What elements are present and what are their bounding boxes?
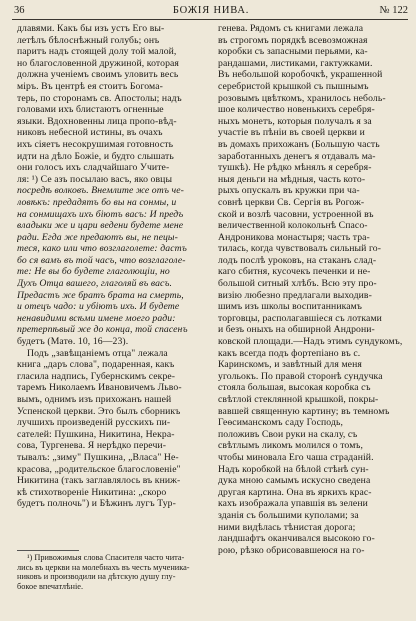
text-line: лодъ послѣ уроковъ, на стаканъ слад- <box>218 254 377 266</box>
text-line: никовъ небесной истины, въ очахъ <box>17 127 163 139</box>
text-line: рандашами, листиками, гактужками. <box>218 57 373 69</box>
text-line: лучшихъ произведеній русскихъ пи- <box>17 417 171 429</box>
text-line: Въ небольшой коробочкѣ, украшенной <box>218 69 383 81</box>
text-line: тилась, когда чувствовалъ сильный го- <box>218 243 382 255</box>
text-line: ради. Егда же предаютъ вы, не пецы- <box>17 231 178 243</box>
text-line: и безъ оныхъ на обширной Андрони- <box>218 324 375 336</box>
text-line: каго сбитня, кусочекъ печенки и не- <box>218 266 371 278</box>
text-line: ненавидими всѣми имене моего ради: <box>17 312 176 324</box>
text-line: совнѣ церкви Св. Сергія въ Рогож- <box>218 196 365 208</box>
text-line: ковской площади.—Надъ этимъ сундукомъ, <box>218 336 403 348</box>
text-line: Подъ „завѣщаніемъ отца" лежала <box>27 347 168 359</box>
text-line: ля: ¹) Се азъ посылаю васъ, яко овцы <box>17 173 173 185</box>
text-line: шое количество новенькихъ серебря- <box>218 104 375 116</box>
text-line: языки. Вдохновенны лица пропо-вѣд- <box>17 115 177 127</box>
text-line: угольокъ. По правой сторонѣ сундучка <box>218 370 383 382</box>
text-line: Геѳсиманскомъ саду Господь, <box>218 417 344 429</box>
text-line: сателей: Пушкина, Никитина, Некра- <box>17 428 175 440</box>
text-line: тушкѣ). Не рѣдко мѣнялъ я серебря- <box>218 162 372 174</box>
text-line: ¹) Привожимыя слова Спасителя часто чита- <box>27 553 185 562</box>
text-line: вавшей священную картину; въ темномъ <box>218 405 390 417</box>
text-line: участіе въ пѣніи въ своей церкви и <box>218 127 365 139</box>
text-line: вымъ, однимъ изъ прихожанъ нашей <box>17 394 172 405</box>
text-line: генева. Рядомъ съ книгами лежала <box>218 23 364 34</box>
text-line: свѣтлымъ ликомъ молился о томъ, <box>218 440 364 452</box>
text-line: претерпѣвый же до конца, той спасенъ <box>17 324 188 336</box>
text-line: гласила надпись, Губернскимъ секре- <box>17 370 176 382</box>
text-line: кахъ изображала упавшія въ зелени <box>218 498 368 510</box>
text-line: ской и возлѣ часовни, устроенной въ <box>218 208 374 220</box>
text-line: они голосъ ихъ сладчайшаго Учите- <box>17 162 170 174</box>
page-number: 36 <box>14 5 25 16</box>
text-line: будетъ полночь") и Бѣжинъ лугъ Тур- <box>17 498 176 510</box>
text-line: таремъ Николаемъ Ивановичемъ Льво- <box>17 382 182 394</box>
running-header <box>14 3 408 19</box>
text-line: ловѣкъ: предадятъ бо вы на сонмы, и <box>17 196 177 208</box>
text-line: серебристой крышкой съ пышнымъ <box>218 80 369 92</box>
text-line: те: Не вы бо будете глаголющіи, но <box>17 266 170 278</box>
left-column <box>17 23 205 510</box>
text-line: владыки же и цари ведени будете мене <box>17 220 184 232</box>
text-line: Каринскомъ, и завѣтный для меня <box>218 359 362 371</box>
text-line: шимъ изъ школы воспитанникамъ <box>218 301 363 313</box>
text-line: рыхъ опускалъ въ кружки при ча- <box>218 185 360 197</box>
text-line: тывалъ: „зиму" Пушкина, „Власа" Не- <box>17 451 179 463</box>
text-line: какъ всегда подъ фортепіано въ с. <box>218 347 361 359</box>
text-line: чтобы миновала Его чаша страданій. <box>218 451 374 463</box>
text-line: большой ситный хлѣбъ. Всю эту про- <box>218 278 377 290</box>
text-line: ихъ сіяетъ несокрушимая готовность <box>17 138 174 150</box>
text-line: Надъ коробкой на бѣлой стѣнѣ сун- <box>218 463 369 475</box>
footnote-rule <box>17 550 79 551</box>
text-line: красова, „родительское благословеніе" <box>17 463 181 475</box>
text-line: бо ся вамъ въ той часъ, что возглаголе- <box>17 254 186 266</box>
text-line: ныхъ монетъ, которыя получалъ я за <box>218 115 372 127</box>
text-line: и отецъ чадо: и убіютъ ихъ. И будете <box>17 301 180 313</box>
text-line: ними видѣлась тѣнистая дорога; <box>218 521 356 533</box>
text-line: въ домахъ прихожанъ (Большую часть <box>218 138 380 150</box>
text-line: Никитина (такъ заглавлялось въ книж- <box>17 475 181 487</box>
text-line: розовымъ цвѣткомъ, хранилось неболь- <box>218 92 386 104</box>
journal-title: БОЖІЯ НИВА. <box>172 5 250 16</box>
text-line: терь, по сторонамъ св. Апостолы; надъ <box>17 92 182 104</box>
text-line: въ строгомъ порядкѣ всевозможная <box>218 34 368 46</box>
text-line: но благословенной дружиной, которая <box>17 57 179 69</box>
text-line: будетъ (Матѳ. 10, 16—23). <box>17 336 129 348</box>
right-column <box>218 23 411 556</box>
text-line: ландшафтъ оканчивался высокою го- <box>218 533 375 545</box>
text-line: коробки съ запасными перьями, ка- <box>218 46 368 58</box>
text-line: паритъ надъ стоящей долу той малой, <box>17 46 177 58</box>
header-rule <box>12 19 408 20</box>
text-line: Андроникова монастыря; часть тра- <box>218 231 370 243</box>
text-line: длавями. Какъ бы изъ устъ Его вы- <box>17 23 165 34</box>
footnote <box>17 553 207 591</box>
text-line: ныя деньги на мѣдныя, часть кото- <box>218 173 366 185</box>
text-line: должна ученіемъ своимъ уловить весь <box>17 69 179 81</box>
text-line: бокое впечатлѣніе. <box>17 581 84 591</box>
text-line: стояла большая, высокая коробка съ <box>218 382 371 394</box>
text-line: другая картина. Она въ яркихъ крас- <box>218 486 372 498</box>
text-line: летѣлъ бѣлоснѣжный голубь; онъ <box>17 34 160 46</box>
text-line: свѣтлой стеклянной крышкой, покры- <box>218 394 379 405</box>
text-line: лись въ церкви на молебнахъ въ честь мученика- <box>17 562 190 572</box>
text-line: кѣ стихотвореніе Никитина: „скоро <box>17 486 167 498</box>
text-line: положивъ Свои руки на скалу, съ <box>218 428 358 440</box>
text-line: торговцы, располагавшіеся съ лотками <box>218 312 382 324</box>
text-line: теся, како или что возглаголете: дастъ <box>17 243 187 255</box>
text-line: на сонмищахъ ихъ біютъ васъ: И предъ <box>17 208 184 220</box>
text-line: дука мною самымъ искусно сведена <box>218 475 371 487</box>
text-line: зданія съ большими куполами; за <box>218 509 359 521</box>
text-line: идти на дѣло Божіе, и будто слышать <box>17 150 174 162</box>
text-line: никовъ и производили на дѣтскую душу глу- <box>17 572 176 582</box>
text-line: сова, Тургенева. Я нерѣдко перечи- <box>17 440 167 452</box>
text-line: Предастъ же братъ брата на смерть, <box>17 289 184 301</box>
text-line: Успенской церкви. Это былъ сборникъ <box>17 405 181 417</box>
text-line: посредѣ волковъ. Внемлите же отъ че- <box>17 185 184 197</box>
text-line: головами ихъ блистаютъ огненные <box>17 104 164 116</box>
text-line: величественной колокольнѣ Спасо- <box>218 220 368 232</box>
text-line: визію любезно предлагали выходив- <box>218 289 372 301</box>
text-line: книга „даръ слова", подаренная, какъ <box>17 359 175 371</box>
text-line: рою, рѣзко обрисовавшеюся на го- <box>218 544 365 556</box>
text-line: заработанныхъ денегъ я отдавалъ ма- <box>218 150 376 162</box>
text-line: міръ. Въ центрѣ ея стоитъ Богома- <box>17 80 163 92</box>
text-line: Духъ Отца вашего, глаголяй въ васъ. <box>17 278 172 290</box>
issue-number: № 122 <box>379 5 408 16</box>
